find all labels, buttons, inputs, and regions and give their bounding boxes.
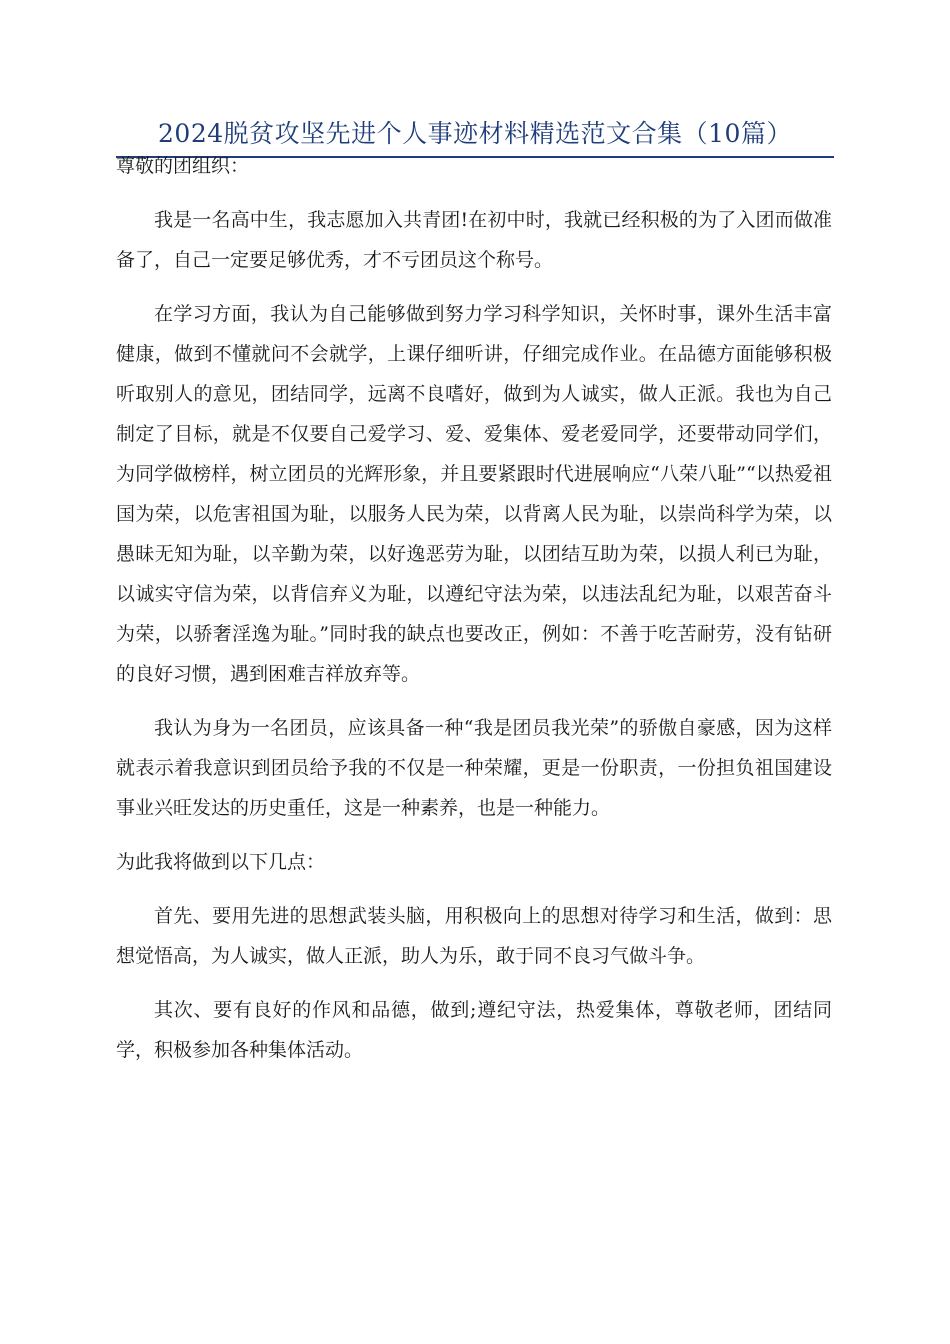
paragraph: 我认为身为一名团员，应该具备一种“我是团员我光荣”的骄傲自豪感，因为这样就表示着我意识到团员给予我的不仅是一种荣耀，更是一份职责，一份担负祖国建设事业兴旺发达的历史重任，这是一种素养，也是一种能力。 bbox=[116, 717, 832, 819]
paragraph: 在学习方面，我认为自己能够做到努力学习科学知识，关怀时事，课外生活丰富健康，做到不懂就问不会就学，上课仔细听讲，仔细完成作业。在品德方面能够积极听取别人的意见，团结同学，远离不良嗜好，做到为人诚实，做人正派。我也为自己制定了目标，就是不仅要自己爱学习、爱、爱集体、爱老爱同学，还要带动同学们，为同学做榜样，树立团员的光辉形象，并且要紧跟时代进展响应“八荣八耻”“以热爱祖国为荣，以危害祖国为耻，以服务人民为荣，以背离人民为耻，以崇尚科学为荣，以愚昧无知为耻，以辛勤为荣，以好逸恶劳为耻，以团结互助为荣，以损人利已为耻，以诚实守信为荣，以背信弃义为耻，以遵纪守法为荣，以违法乱纪为耻，以艰苦奋斗为荣，以骄奢淫逸为耻。”同时我的缺点也要改正，例如：不善于吃苦耐劳，没有钻研的良好习惯，遇到困难吉祥放弃等。 bbox=[116, 303, 832, 685]
point-item: 首先、要用先进的思想武装头脑，用积极向上的思想对待学习和生活，做到：思想觉悟高，为人诚实，做人正派，助人为乐，敢于同不良习气做斗争。 bbox=[116, 905, 832, 967]
salutation: 尊敬的团组织： bbox=[116, 155, 250, 177]
points-intro: 为此我将做到以下几点： bbox=[116, 851, 326, 873]
document-body bbox=[116, 146, 832, 1070]
point-item: 其次、要有良好的作风和品德，做到;遵纪守法，热爱集体，尊敬老师，团结同学，积极参加各种集体活动。 bbox=[116, 999, 832, 1061]
document-title: 2024脱贫攻坚先进个人事迹材料精选范文合集（10篇） bbox=[158, 119, 792, 148]
paragraph: 我是一名高中生，我志愿加入共青团!在初中时，我就已经积极的为了入团而做准备了，自己一定要足够优秀，才不亏团员这个称号。 bbox=[116, 209, 832, 271]
